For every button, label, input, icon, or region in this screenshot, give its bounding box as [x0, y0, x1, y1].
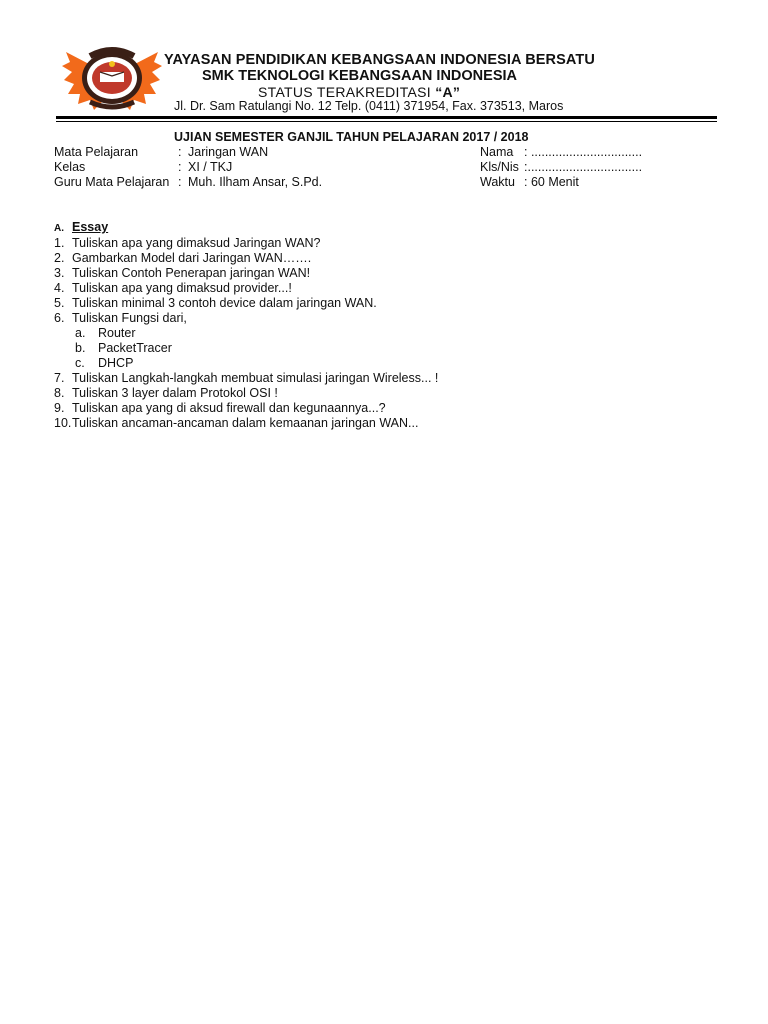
sub-item-text: DHCP — [98, 356, 134, 370]
class-colon: : — [178, 160, 182, 174]
question-text: Tuliskan Contoh Penerapan jaringan WAN! — [72, 266, 311, 280]
class-value: XI / TKJ — [188, 160, 233, 174]
class-nis-blank: :................................. — [524, 160, 643, 174]
class-nis-label: Kls/Nis — [480, 160, 519, 174]
accreditation-status — [258, 84, 460, 100]
exam-title: UJIAN SEMESTER GANJIL TAHUN PELAJARAN 2017 / 2018 — [174, 130, 529, 144]
question-text: Tuliskan Langkah-langkah membuat simulasi jaringan Wireless... ! — [72, 371, 439, 385]
subject-value: Jaringan WAN — [188, 145, 269, 159]
name-blank: : ................................ — [524, 145, 643, 159]
header-divider-thick — [56, 116, 717, 119]
header-divider-thin — [56, 121, 717, 122]
question-text: Tuliskan 3 layer dalam Protokol OSI ! — [72, 386, 278, 400]
question-text: Tuliskan apa yang dimaksud provider...! — [72, 281, 292, 295]
question-number: 1. — [54, 236, 65, 250]
teacher-label: Guru Mata Pelajaran — [54, 175, 170, 189]
teacher-value: Muh. Ilham Ansar, S.Pd. — [188, 175, 323, 189]
sub-item-text: PacketTracer — [98, 341, 172, 355]
class-label: Kelas — [54, 160, 86, 174]
subject-label: Mata Pelajaran — [54, 145, 139, 159]
school-name: SMK TEKNOLOGI KEBANGSAAN INDONESIA — [202, 68, 517, 84]
section-title: Essay — [72, 220, 109, 234]
sub-item-letter: a. — [75, 326, 86, 340]
question-number: 4. — [54, 281, 65, 295]
question-number: 9. — [54, 401, 65, 415]
question-number: 8. — [54, 386, 65, 400]
teacher-colon: : — [178, 175, 182, 189]
question-number: 6. — [54, 311, 65, 325]
question-number: 2. — [54, 251, 65, 265]
question-number: 7. — [54, 371, 65, 385]
question-number: 10. — [54, 416, 72, 430]
sub-item-letter: c. — [75, 356, 85, 370]
question-text: Gambarkan Model dari Jaringan WAN……. — [72, 251, 312, 265]
question-text: Tuliskan minimal 3 contoh device dalam jaringan WAN. — [72, 296, 377, 310]
question-number: 3. — [54, 266, 65, 280]
sub-item-text: Router — [98, 326, 136, 340]
subject-colon: : — [178, 145, 182, 159]
status-grade: “A” — [435, 84, 461, 100]
time-value: : 60 Menit — [524, 175, 579, 189]
question-text: Tuliskan apa yang dimaksud Jaringan WAN? — [72, 236, 321, 250]
school-address: Jl. Dr. Sam Ratulangi No. 12 Telp. (0411) 371954, Fax. 373513, Maros — [174, 99, 564, 113]
section-letter: A. — [54, 223, 64, 234]
question-number: 5. — [54, 296, 65, 310]
sub-item-letter: b. — [75, 341, 86, 355]
foundation-name: YAYASAN PENDIDIKAN KEBANGSAAN INDONESIA BERSATU — [164, 52, 595, 68]
school-logo — [60, 40, 164, 112]
name-label: Nama — [480, 145, 514, 159]
question-text: Tuliskan Fungsi dari, — [72, 311, 187, 325]
time-label: Waktu — [480, 175, 515, 189]
status-label: STATUS TERAKREDITASI — [258, 84, 431, 100]
question-text: Tuliskan apa yang di aksud firewall dan kegunaannya...? — [72, 401, 386, 415]
question-text: Tuliskan ancaman-ancaman dalam kemaanan jaringan WAN... — [72, 416, 419, 430]
